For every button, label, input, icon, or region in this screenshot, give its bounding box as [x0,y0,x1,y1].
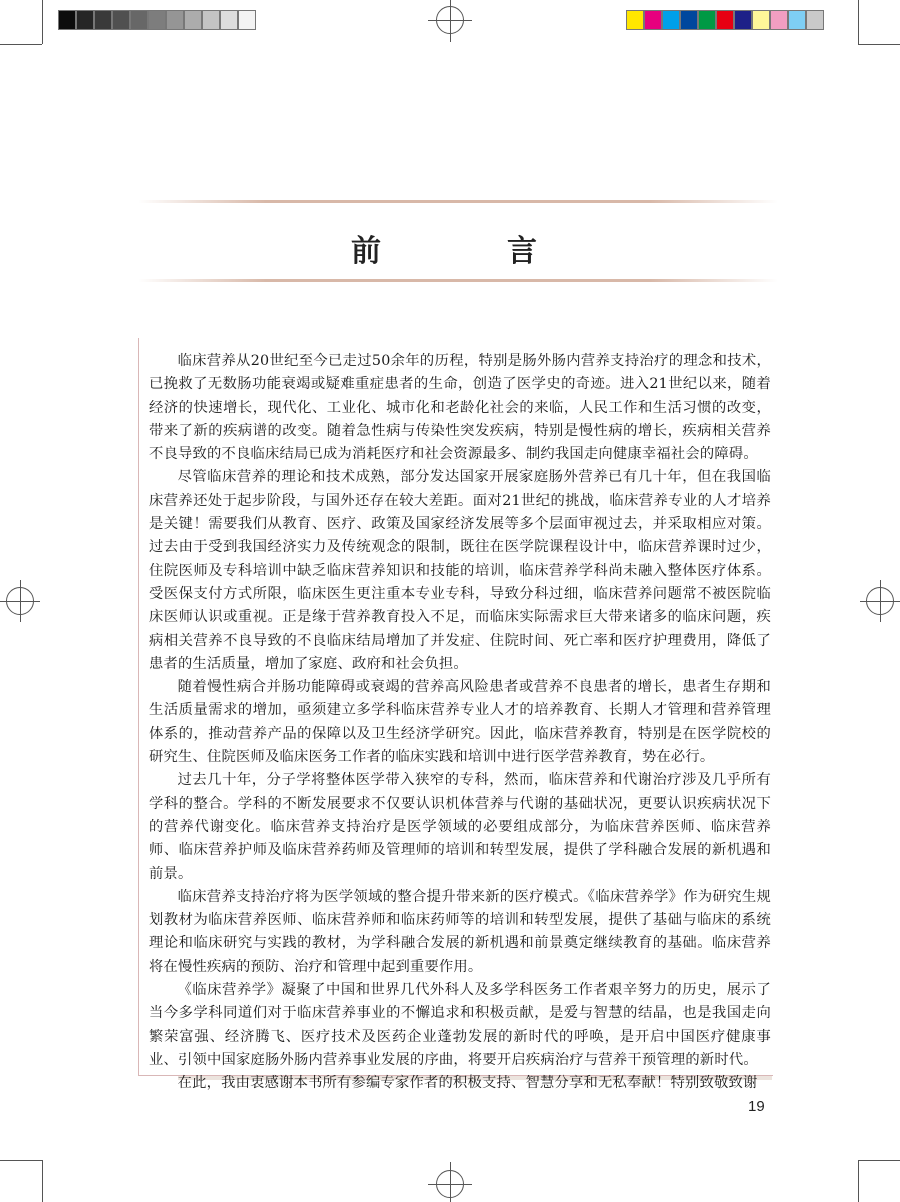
page-number: 19 [748,1098,765,1115]
paragraph: 尽管临床营养的理论和技术成熟，部分发达国家开展家庭肠外营养已有几十年，但在我国临床营养还处于起步阶段，与国外还存在较大差距。面对21世纪的挑战，临床营养专业的人才培养是关键！需要我们从教育、医疗、政策及国家经济发展等多个层面审视过去，并采取相应对策。过去由于受到我国经济实力及传统观念的限制，既往在医学院课程设计中，临床营养课时过少，住院医师及专科培训中缺乏临床营养知识和技能的培训，临床营养学科尚未融入整体医疗体系。受医保支付方式所限，临床医生更注重本专业专科，导致分科过细，临床营养问题常不被医院临床医师认识或重视。正是缘于营养教育投入不足，而临床实际需求巨大带来诸多的临床问题，疾病相关营养不良导致的不良临床结局增加了并发症、住院时间、死亡率和医疗护理费用，降低了患者的生活质量，增加了家庭、政府和社会负担。 [149,469,771,672]
title-rule-bottom [138,279,778,282]
crop-mark [858,1160,859,1202]
paragraph: 临床营养从20世纪至今已走过50余年的历程，特别是肠外肠内营养支持治疗的理念和技术，已挽救了无数肠功能衰竭或疑难重症患者的生命，创造了医学史的奇迹。进入21世纪以来，随着经济的快速增长，现代化、工业化、城市化和老龄化社会的来临，人民工作和生活习惯的改变，带来了新的疾病谱的改变。随着急性病与传染性突发疾病，特别是慢性病的增长，疾病相关营养不良导致的不良临床结局已成为消耗医疗和社会资源最多、制约我国走向健康幸福社会的障碍。 [149,353,771,463]
paragraph: 随着慢性病合并肠功能障碍或衰竭的营养高风险患者或营养不良患者的增长，患者生存期和生活质量需求的增加，亟须建立多学科临床营养专业人才的培养教育、长期人才管理和营养管理体系的，推动营养产品的保障以及卫生经济学研究。因此，临床营养教育，特别是在医学院校的研究生、住院医师及临床医务工作者的临床实践和培训中进行医学营养教育，势在必行。 [149,679,771,766]
color-swatch [680,10,698,30]
crop-mark [858,1160,900,1161]
paragraph: 过去几十年，分子学将整体医学带入狭窄的专科，然而，临床营养和代谢治疗涉及几乎所有学科的整合。学科的不断发展要求不仅要认识机体营养与代谢的基础状况，更要认识疾病状况下的营养代谢变化。临床营养支持治疗是医学领域的必要组成部分，为临床营养医师、临床营养师、临床营养护师及临床营养药师及管理师的培训和转型发展，提供了学科融合发展的新机遇和前景。 [149,772,771,882]
color-swatch [76,10,94,30]
color-swatch [626,10,644,30]
color-swatch [202,10,220,30]
color-swatch [166,10,184,30]
color-swatch [662,10,680,30]
color-swatch [698,10,716,30]
crop-mark [0,1160,42,1161]
crop-mark [0,44,42,45]
crop-mark [858,44,900,45]
color-swatch [184,10,202,30]
title-rule-top [138,200,778,203]
color-swatch [770,10,788,30]
crop-mark [858,0,859,44]
color-swatch [644,10,662,30]
color-swatch [148,10,166,30]
color-swatch [734,10,752,30]
color-swatch [238,10,256,30]
color-swatch [806,10,824,30]
preface-body [149,350,771,1096]
crop-mark [42,1160,43,1202]
grayscale-color-bar [58,10,256,30]
color-swatch [112,10,130,30]
color-swatch [788,10,806,30]
cmyk-color-bar [626,10,824,30]
page-title: 前 言 [351,234,585,269]
color-swatch [752,10,770,30]
color-swatch [220,10,238,30]
color-swatch [58,10,76,30]
crop-mark [42,0,43,44]
color-swatch [94,10,112,30]
paragraph: 在此，我由衷感谢本书所有参编专家作者的积极支持、智慧分享和无私奉献！特别致敬致谢 [177,1075,758,1092]
paragraph: 临床营养支持治疗将为医学领域的整合提升带来新的医疗模式。《临床营养学》作为研究生规划教材为临床营养医师、临床营养师和临床药师等的培训和转型发展，提供了基础与临床的系统理论和临床研究与实践的教材，为学科融合发展的新机遇和前景奠定继续教育的基础。临床营养将在慢性疾病的预防、治疗和管理中起到重要作用。 [149,888,771,975]
color-swatch [130,10,148,30]
paragraph: 《临床营养学》凝聚了中国和世界几代外科人及多学科医务工作者艰辛努力的历史，展示了当今多学科同道们对于临床营养事业的不懈追求和积极贡献，是爱与智慧的结晶，也是我国走向繁荣富强、经济腾飞、医疗技术及医药企业蓬勃发展的新时代的呼唤，是开启中国医疗健康事业、引领中国家庭肠外肠内营养事业发展的序曲，将要开启疾病治疗与营养干预管理的新时代。 [149,982,771,1068]
color-swatch [716,10,734,30]
